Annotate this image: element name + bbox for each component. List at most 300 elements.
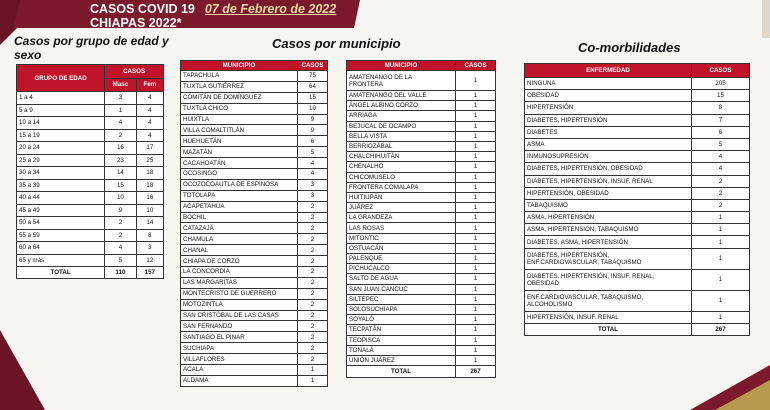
fem-cell: 12 <box>136 254 163 267</box>
disease-cases: 2 <box>692 199 750 211</box>
col-age-group: GRUPO DE EDAD <box>17 65 105 92</box>
municipio-name <box>347 192 456 202</box>
table-row <box>17 117 164 130</box>
table-row <box>525 90 750 102</box>
table-row <box>17 129 164 142</box>
municipio-name <box>347 325 456 335</box>
disease-name-line: OBESIDAD <box>527 92 559 100</box>
age-group-cell: 1 a 4 <box>17 92 105 105</box>
masc-cell: 16 <box>105 142 137 155</box>
municipio-name <box>347 264 456 274</box>
municipio-name: CACAHOATÁN <box>181 158 298 169</box>
table-row <box>181 310 328 321</box>
col-cases: CASOS <box>298 61 328 71</box>
municipio-name: CHIAPA DE CORZO <box>181 256 298 267</box>
municipio-name: HUIXTLA <box>181 114 298 125</box>
municipio-name-line: PICHUCALCO <box>349 265 390 273</box>
municipio-name <box>347 71 456 91</box>
municipio-cases: 2 <box>298 234 328 245</box>
municipio-section-title: Casos por municipio <box>272 36 401 51</box>
disease-name <box>525 163 692 175</box>
disease-name <box>525 175 692 187</box>
masc-cell: 4 <box>105 117 137 130</box>
municipio-name <box>347 213 456 223</box>
masc-cell: 5 <box>105 254 137 267</box>
table-row <box>181 223 328 234</box>
municipio-name-line: SILTEPEC <box>349 295 379 303</box>
header <box>90 2 336 30</box>
municipio-cases: 10 <box>298 103 328 114</box>
municipio-name: TUXTLA GUTIÉRREZ <box>181 81 298 92</box>
fem-cell: 17 <box>136 142 163 155</box>
age-group-cell: 25 a 29 <box>17 154 105 167</box>
masc-cell: 2 <box>105 229 137 242</box>
masc-cell: 3 <box>105 92 137 105</box>
municipio-name <box>347 254 456 264</box>
municipio-name-line: PALENQUE <box>349 255 383 263</box>
table-row <box>181 92 328 103</box>
municipio-name <box>347 152 456 162</box>
table-row <box>181 114 328 125</box>
disease-name <box>525 290 692 311</box>
disease-cases: 1 <box>692 212 750 224</box>
municipio-cases: 1 <box>456 315 496 325</box>
disease-name-line: DIABETES, ASMA, HIPERTENSIÓN <box>527 238 628 246</box>
fem-cell: 10 <box>136 204 163 217</box>
fem-cell: 16 <box>136 192 163 205</box>
age-group-cell: 20 a 24 <box>17 142 105 155</box>
disease-name-line: HIPERTENSIÓN, OBESIDAD <box>527 189 609 197</box>
disease-cases: 1 <box>692 269 750 290</box>
table-row <box>181 81 328 92</box>
table-row <box>181 179 328 190</box>
table-row <box>17 142 164 155</box>
municipio-cases: 2 <box>298 267 328 278</box>
municipio-cases: 75 <box>298 71 328 82</box>
municipio-cases: 1 <box>456 325 496 335</box>
table-row <box>525 212 750 224</box>
disease-name <box>525 102 692 114</box>
age-group-cell: 50 a 54 <box>17 217 105 230</box>
disease-name <box>525 126 692 138</box>
table-row <box>525 126 750 138</box>
municipio-name-line: ÁNGEL ALBINO CORZO <box>349 102 418 110</box>
municipio-name <box>347 203 456 213</box>
disease-name-line: DIABETES, HIPERTENSIÓN <box>527 116 608 124</box>
table-row <box>347 274 496 284</box>
municipio-cases: 5 <box>298 147 328 158</box>
municipio-name-line: ARRIAGA <box>349 112 377 120</box>
table-row <box>347 101 496 111</box>
table-row <box>181 234 328 245</box>
col-cases: CASOS <box>692 64 750 78</box>
table-row <box>525 151 750 163</box>
municipio-name-line: BELLA VISTA <box>349 132 388 140</box>
municipio-name: OCOZOCOAUTLA DE ESPINOSA <box>181 179 298 190</box>
table-row <box>347 304 496 314</box>
disease-name <box>525 236 692 248</box>
table-row <box>347 182 496 192</box>
header-subtitle: CHIAPAS 2022* <box>90 16 182 30</box>
header-title: CASOS COVID 19 <box>90 2 195 16</box>
disease-cases: 1 <box>692 248 750 269</box>
table-row <box>181 277 328 288</box>
disease-cases: 5 <box>692 138 750 150</box>
fem-cell: 4 <box>136 104 163 117</box>
disease-name <box>525 90 692 102</box>
table-row <box>347 213 496 223</box>
table-row <box>17 154 164 167</box>
municipio-cases: 3 <box>298 179 328 190</box>
disease-cases: 4 <box>692 163 750 175</box>
municipio-name-line: SAN JUAN CANCUC <box>349 285 408 293</box>
municipio-cases: 1 <box>456 91 496 101</box>
table-row <box>525 102 750 114</box>
municipio-cases: 6 <box>298 136 328 147</box>
disease-cases: 8 <box>692 102 750 114</box>
col-enfermedad: ENFERMEDAD <box>525 64 692 78</box>
municipio-table-left <box>180 60 328 387</box>
disease-name <box>525 224 692 236</box>
table-row <box>17 92 164 105</box>
age-group-cell: 60 a 64 <box>17 242 105 255</box>
corner-decoration <box>762 0 770 38</box>
municipio-cases: 1 <box>298 375 328 386</box>
table-row <box>347 335 496 345</box>
table-row <box>347 192 496 202</box>
table-row <box>181 190 328 201</box>
table-row <box>525 290 750 311</box>
total-row <box>525 323 750 335</box>
table-row <box>347 152 496 162</box>
disease-name-line: DIABETES <box>527 128 558 136</box>
masc-cell: 23 <box>105 154 137 167</box>
age-group-cell: 5 a 9 <box>17 104 105 117</box>
municipio-cases: 1 <box>456 284 496 294</box>
disease-cases: 4 <box>692 151 750 163</box>
municipio-cases: 1 <box>456 213 496 223</box>
table-row <box>525 199 750 211</box>
disease-name <box>525 311 692 323</box>
disease-cases: 1 <box>692 311 750 323</box>
disease-name-line: ASMA, HIPERTENSIÓN <box>527 214 595 222</box>
disease-name <box>525 78 692 90</box>
age-group-cell: 40 a 44 <box>17 192 105 205</box>
municipio-name-line: JUÁREZ <box>349 204 374 212</box>
municipio-cases: 1 <box>456 335 496 345</box>
table-row <box>181 158 328 169</box>
table-row <box>347 111 496 121</box>
table-row <box>347 172 496 182</box>
disease-name <box>525 199 692 211</box>
municipio-name-line: AMATENANGO DE LA <box>349 73 413 81</box>
disease-cases: 205 <box>692 78 750 90</box>
table-row <box>525 248 750 269</box>
corner-decoration <box>0 330 45 410</box>
total-label: TOTAL <box>17 267 105 279</box>
municipio-cases: 1 <box>456 152 496 162</box>
col-cases: CASOS <box>105 65 164 79</box>
fem-cell: 18 <box>136 179 163 192</box>
municipio-cases: 2 <box>298 321 328 332</box>
municipio-name-line: LA GRANDEZA <box>349 214 393 222</box>
municipio-cases: 2 <box>298 310 328 321</box>
municipio-name: CATAZAJÁ <box>181 223 298 234</box>
fem-cell: 25 <box>136 154 163 167</box>
municipio-cases: 1 <box>456 304 496 314</box>
table-row <box>181 201 328 212</box>
disease-name-line: DIABETES, HIPERTENSIÓN, INSUF. RENAL <box>527 177 653 185</box>
age-group-cell: 35 a 39 <box>17 179 105 192</box>
table-row <box>181 299 328 310</box>
municipio-name <box>347 162 456 172</box>
municipio-name: BOCHIL <box>181 212 298 223</box>
table-row <box>525 311 750 323</box>
municipio-name: ACAPETAHUA <box>181 201 298 212</box>
disease-name-line: ASMA, HIPERTENSION, TABAQUISMO <box>527 226 639 234</box>
disease-cases: 2 <box>692 175 750 187</box>
disease-name <box>525 269 692 290</box>
municipio-cases: 1 <box>456 182 496 192</box>
total-fem: 157 <box>136 267 163 279</box>
table-row <box>525 187 750 199</box>
municipio-name <box>347 172 456 182</box>
table-row <box>17 179 164 192</box>
table-row <box>17 254 164 267</box>
disease-name-line: HIPERTENSIÓN, INSUF. RENAL <box>527 313 619 321</box>
header-date: 07 de Febrero de 2022 <box>204 2 337 16</box>
table-row <box>347 325 496 335</box>
municipio-name: HUEHUETÁN <box>181 136 298 147</box>
municipio-name: OCOSINGO <box>181 169 298 180</box>
table-row <box>347 203 496 213</box>
fem-cell: 4 <box>136 129 163 142</box>
municipio-cases: 4 <box>298 169 328 180</box>
municipio-name-line: FRONTERA COMALAPA <box>349 183 419 191</box>
municipio-cases: 1 <box>456 223 496 233</box>
fem-cell: 8 <box>136 229 163 242</box>
fem-cell: 18 <box>136 167 163 180</box>
table-row <box>525 114 750 126</box>
total-row <box>347 366 496 378</box>
municipio-cases: 2 <box>298 343 328 354</box>
table-row <box>181 103 328 114</box>
municipio-name: TUXTLA CHICO <box>181 103 298 114</box>
col-municipio: MUNICIPIO <box>347 61 456 71</box>
municipio-cases: 1 <box>456 243 496 253</box>
municipio-name <box>347 101 456 111</box>
table-row <box>347 121 496 131</box>
municipio-name: VILLAFLORES <box>181 354 298 365</box>
municipio-name-line: OSTUACÁN <box>349 244 384 252</box>
fem-cell: 4 <box>136 117 163 130</box>
disease-cases: 1 <box>692 236 750 248</box>
age-table <box>16 64 164 279</box>
table-row <box>347 264 496 274</box>
municipio-name-line: CHICOMUSELO <box>349 173 396 181</box>
municipio-cases: 2 <box>298 288 328 299</box>
comorb-table <box>524 63 750 336</box>
municipio-name: TOTOLAPA <box>181 190 298 201</box>
municipio-cases: 1 <box>298 365 328 376</box>
table-row <box>347 345 496 355</box>
municipio-name: MAZATÁN <box>181 147 298 158</box>
masc-cell: 1 <box>105 104 137 117</box>
table-row <box>525 78 750 90</box>
municipio-name <box>347 315 456 325</box>
table-row <box>347 131 496 141</box>
municipio-cases: 2 <box>298 245 328 256</box>
disease-name-line: ALCOHOLISMO <box>527 300 573 308</box>
municipio-cases: 4 <box>298 158 328 169</box>
municipio-cases: 2 <box>298 354 328 365</box>
table-row <box>347 233 496 243</box>
municipio-cases: 1 <box>456 192 496 202</box>
table-row <box>347 71 496 91</box>
disease-cases: 1 <box>692 224 750 236</box>
table-row <box>525 163 750 175</box>
age-section-title <box>14 34 169 62</box>
table-row <box>347 294 496 304</box>
municipio-cases: 1 <box>456 101 496 111</box>
municipio-cases: 2 <box>298 277 328 288</box>
municipio-cases: 1 <box>456 121 496 131</box>
municipio-name: ALDAMA <box>181 375 298 386</box>
total-value: 267 <box>692 323 750 335</box>
total-row <box>17 267 164 279</box>
disease-name-line: ENF.CARDIOVASCULAR, TABAQUISMO, <box>527 293 644 301</box>
disease-name-line: NINGUNA <box>527 80 556 88</box>
municipio-name <box>347 91 456 101</box>
comorb-section-title: Co-morbilidades <box>578 40 681 55</box>
municipio-cases: 1 <box>456 131 496 141</box>
municipio-cases: 15 <box>298 92 328 103</box>
table-row <box>347 284 496 294</box>
municipio-cases: 2 <box>298 256 328 267</box>
disease-name <box>525 187 692 199</box>
age-group-cell: 15 a 19 <box>17 129 105 142</box>
table-row <box>181 169 328 180</box>
municipio-name-line: SOLOSUCHIAPA <box>349 306 398 314</box>
municipio-cases: 1 <box>456 254 496 264</box>
municipio-name <box>347 284 456 294</box>
table-row <box>181 375 328 386</box>
municipio-cases: 64 <box>298 81 328 92</box>
total-label: TOTAL <box>525 323 692 335</box>
municipio-name <box>347 274 456 284</box>
table-row <box>525 236 750 248</box>
municipio-name: LAS MARGARITAS <box>181 277 298 288</box>
masc-cell: 2 <box>105 217 137 230</box>
municipio-name: CHANAL <box>181 245 298 256</box>
disease-name <box>525 212 692 224</box>
municipio-name: MOTOZINTLA <box>181 299 298 310</box>
table-row <box>347 91 496 101</box>
municipio-cases: 1 <box>456 264 496 274</box>
municipio-cases: 2 <box>298 299 328 310</box>
municipio-name <box>347 355 456 365</box>
total-value: 267 <box>456 366 496 378</box>
municipio-cases: 1 <box>456 233 496 243</box>
table-row <box>181 212 328 223</box>
table-row <box>17 242 164 255</box>
disease-cases: 15 <box>692 90 750 102</box>
municipio-cases: 1 <box>456 203 496 213</box>
disease-name-line: ENF.CARDIOVASCULAR, TABAQUISMO <box>527 258 642 266</box>
table-row <box>17 104 164 117</box>
table-row <box>181 332 328 343</box>
disease-name <box>525 248 692 269</box>
table-row <box>347 254 496 264</box>
municipio-name-line: UNIÓN JUÁREZ <box>349 356 395 364</box>
municipio-name-line: BERRIOZÁBAL <box>349 143 393 151</box>
municipio-name-line: SOYALÓ <box>349 316 374 324</box>
municipio-cases: 1 <box>456 172 496 182</box>
table-row <box>525 224 750 236</box>
disease-name-line: TABAQUISMO <box>527 201 568 209</box>
col-masc: Masc <box>105 78 137 92</box>
municipio-cases: 1 <box>456 111 496 121</box>
masc-cell: 2 <box>105 129 137 142</box>
municipio-cases: 2 <box>298 212 328 223</box>
municipio-name <box>347 243 456 253</box>
fem-cell: 14 <box>136 217 163 230</box>
municipio-cases: 9 <box>298 125 328 136</box>
table-row <box>181 267 328 278</box>
municipio-name <box>347 304 456 314</box>
municipio-name <box>347 131 456 141</box>
col-municipio: MUNICIPIO <box>181 61 298 71</box>
age-group-cell: 10 a 14 <box>17 117 105 130</box>
age-title-line2: sexo <box>14 48 42 62</box>
municipio-name <box>347 111 456 121</box>
disease-name-line: DIABETES, HIPERTENSIÓN, OBESIDAD <box>527 165 643 173</box>
municipio-cases: 3 <box>298 190 328 201</box>
age-group-cell: 45 a 49 <box>17 204 105 217</box>
municipio-name-line: TONALÁ <box>349 346 374 354</box>
municipio-cases: 1 <box>456 294 496 304</box>
municipio-name: SANTIAGO EL PINAR <box>181 332 298 343</box>
disease-name-line: HIPERTENSIÓN <box>527 104 574 112</box>
municipio-name: SUCHIAPA <box>181 343 298 354</box>
municipio-name: MONTECRISTO DE GUERRERO <box>181 288 298 299</box>
disease-cases: 7 <box>692 114 750 126</box>
municipio-cases: 1 <box>456 141 496 151</box>
municipio-cases: 2 <box>298 201 328 212</box>
masc-cell: 15 <box>105 179 137 192</box>
total-masc: 110 <box>105 267 137 279</box>
municipio-name <box>347 345 456 355</box>
municipio-cases: 1 <box>456 162 496 172</box>
age-group-cell: 30 a 34 <box>17 167 105 180</box>
municipio-name-line: AMATENANGO DEL VALLE <box>349 92 427 100</box>
table-row <box>17 192 164 205</box>
age-group-cell: 55 a 59 <box>17 229 105 242</box>
municipio-name: SAN CRISTÓBAL DE LAS CASAS <box>181 310 298 321</box>
municipio-name-line: TECPATÁN <box>349 326 382 334</box>
municipio-name: LA CONCORDIA <box>181 267 298 278</box>
table-row <box>181 125 328 136</box>
municipio-table-right <box>346 60 496 378</box>
table-row <box>347 243 496 253</box>
municipio-name-line: SALTO DE AGUA <box>349 275 398 283</box>
corner-decoration <box>715 380 770 410</box>
table-row <box>525 138 750 150</box>
table-row <box>181 288 328 299</box>
disease-cases: 1 <box>692 290 750 311</box>
municipio-cases: 1 <box>456 355 496 365</box>
municipio-name <box>347 335 456 345</box>
